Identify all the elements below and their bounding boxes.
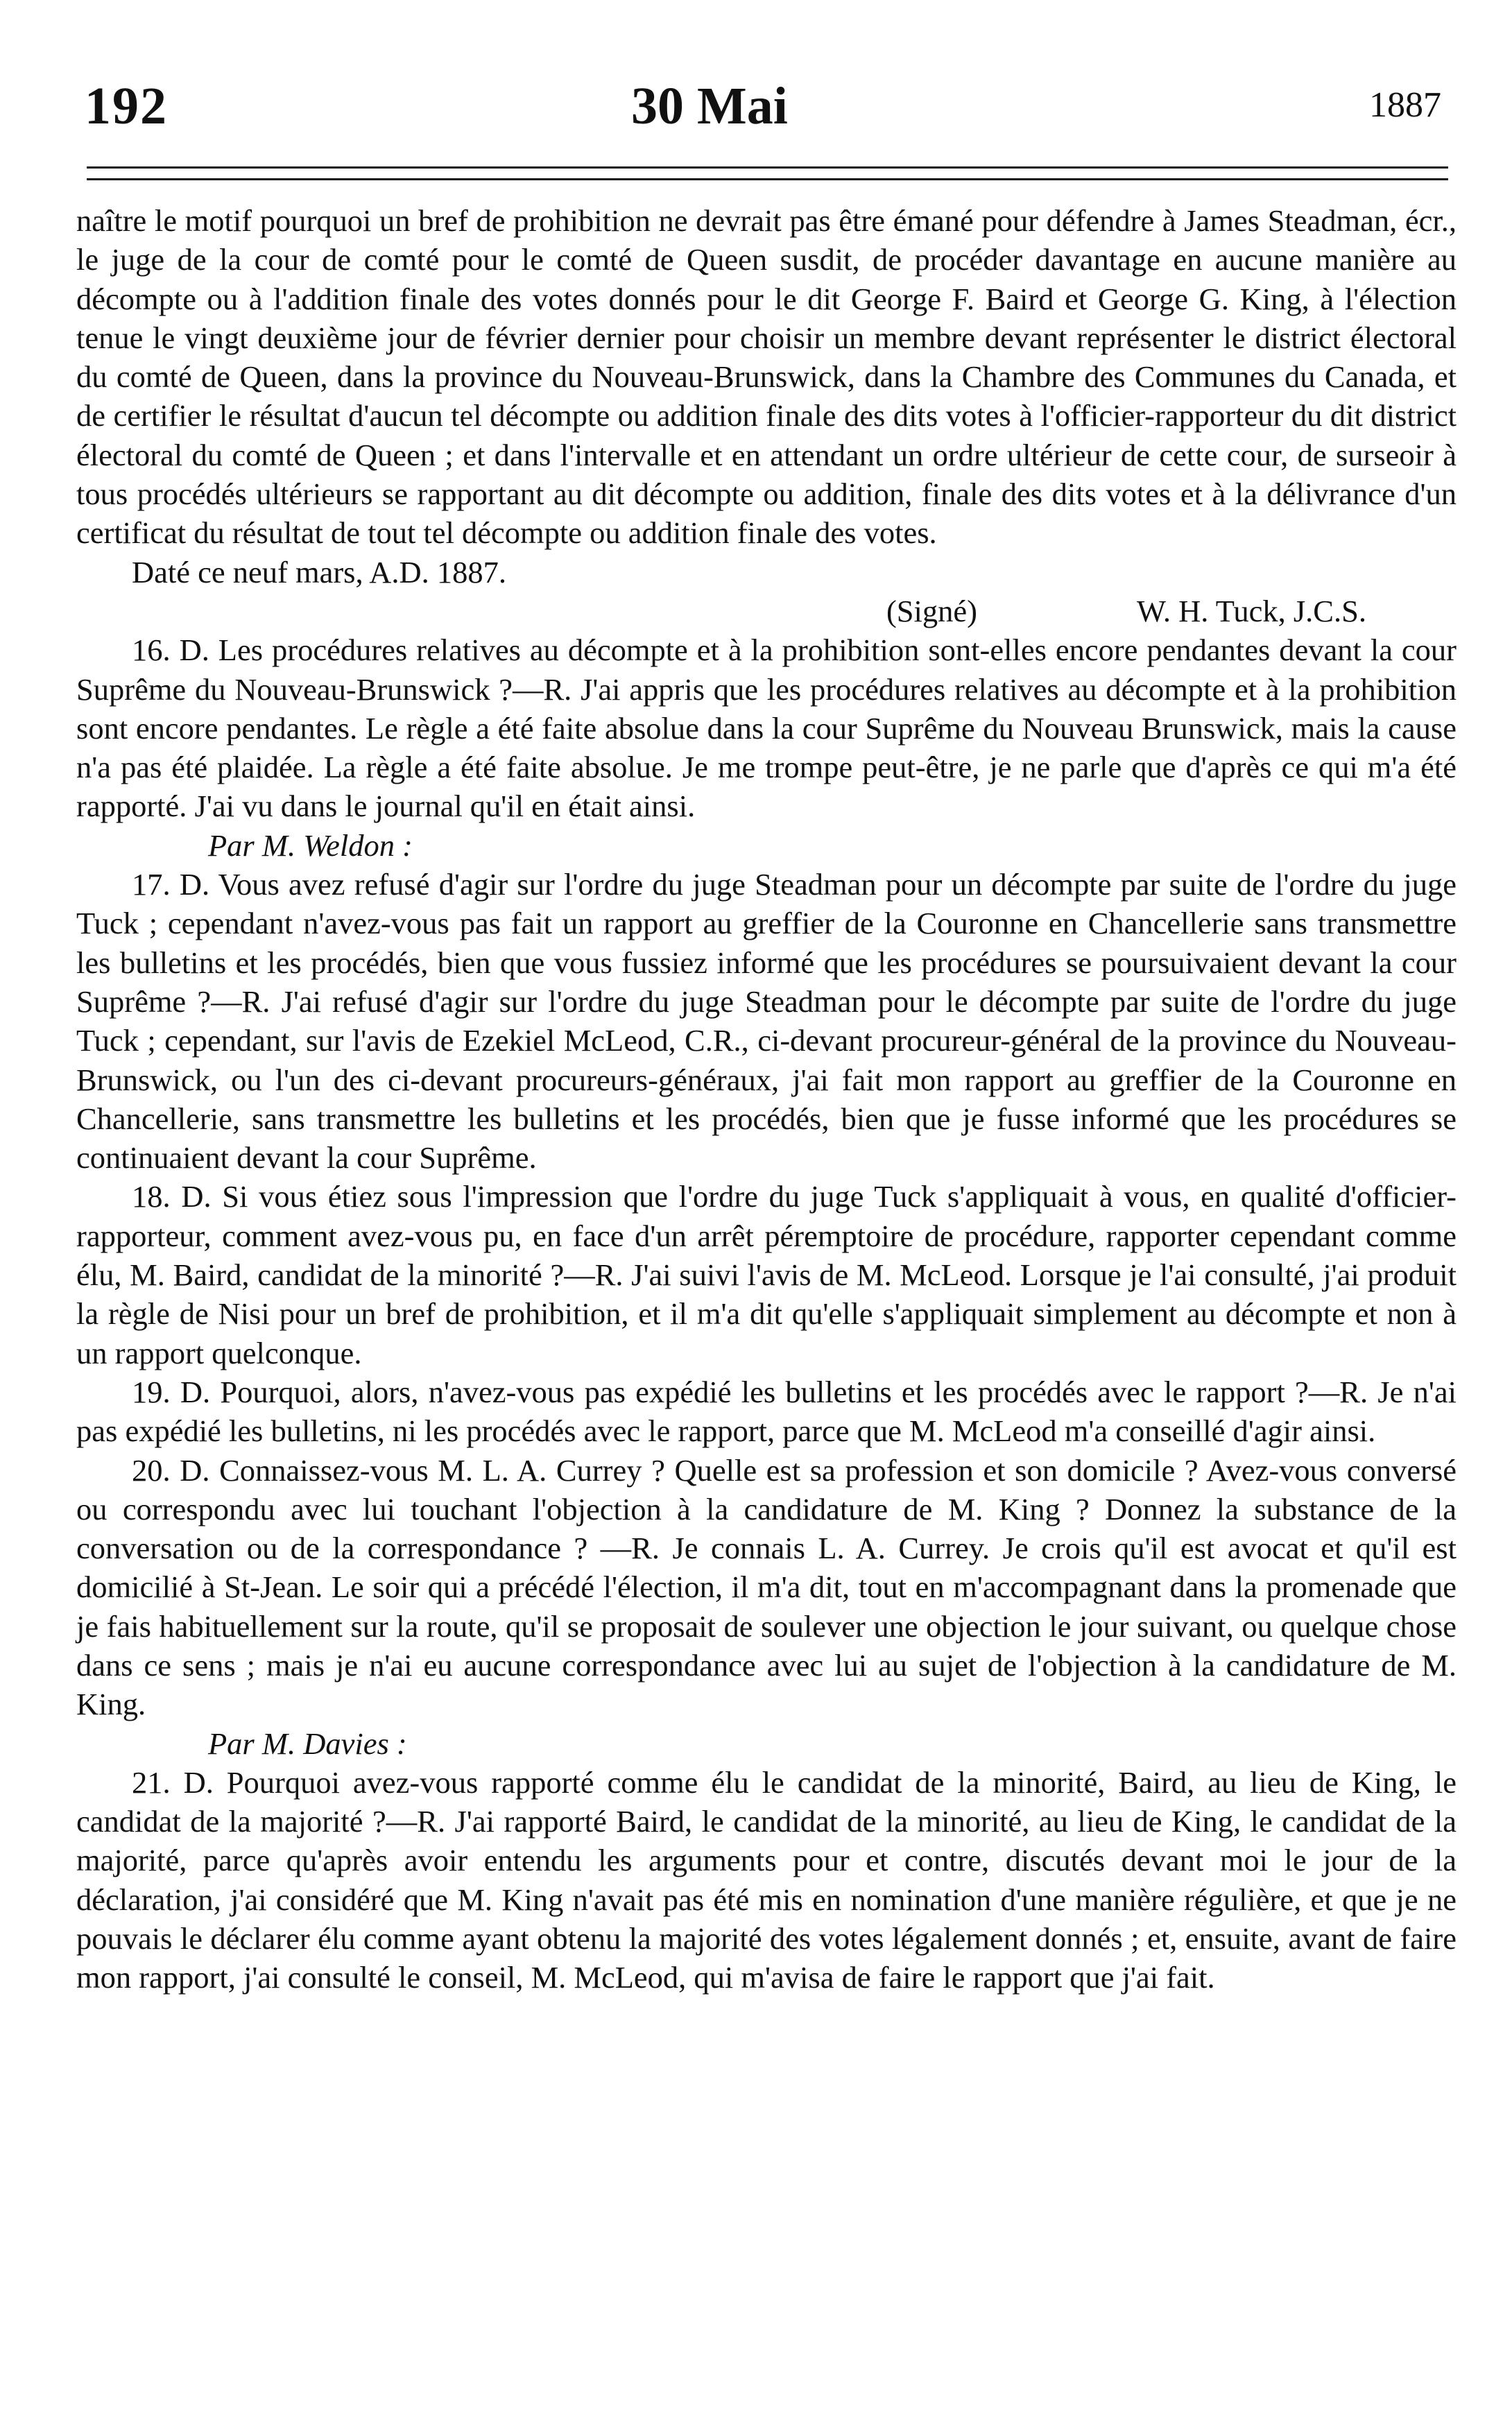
question-16: 16. D. Les procédures relatives au décompte et à la prohibition sont-elles encore pendantes devant la cour Suprême du Nouveau-Brunswick ?—R. J'ai appris que les procédures relatives au décompte et à la prohibition sont encore pendantes. Le règle a été faite absolue dans la cour Suprême du Nouveau Brunswick, mais la cause n'a pas été plaidée. La règle a été faite absolue. Je me trompe peut-être, je ne parle que d'après ce qui m'a été rapporté. J'ai vu dans le journal qu'il en était ainsi. xyxy=(76,633,1457,824)
question-19: 19. D. Pourquoi, alors, n'avez-vous pas expédié les bulletins et les procédés avec le rapport ?—R. Je n'ai pas expédié les bulletins, ni les procédés avec le rapport, parce que M. McLeod m'a conseillé d'agir ainsi. xyxy=(76,1374,1457,1449)
document-body xyxy=(76,201,1457,1997)
question-21: 21. D. Pourquoi avez-vous rapporté comme élu le candidat de la minorité, Baird, au lieu de King, le candidat de la majorité ?—R. J'ai rapporté Baird, le candidat de la minorité, au lieu de King, le candidat de la majorité, parce qu'après avoir entendu les arguments pour et contre, discutés devant moi le jour de la déclaration, j'ai considéré que M. King n'avait pas été mis en nomination d'une manière régulière, et que je ne pouvais le déclarer élu comme ayant obtenu la majorité des votes légalement donnés ; et, ensuite, avant de faire mon rapport, j'ai consulté le conseil, M. McLeod, qui m'avisa de faire le rapport que j'ai fait. xyxy=(76,1764,1457,1995)
signature-label: (Signé) xyxy=(886,593,977,628)
page-number: 192 xyxy=(85,77,168,135)
paragraph-order-text: naître le motif pourquoi un bref de prohibition ne devrait pas être émané pour défendre à James Steadman, écr., le juge de la cour de comté pour le comté de Queen susdit, de procéder davantage en aucune manière au décompte ou à l'addition finale des votes donnés pour le dit George F. Baird et George G. King, à l'élection tenue le vingt deuxième jour de février dernier pour choisir un membre devant représenter le district électoral du comté de Queen, dans la province du Nouveau-Brunswick, dans la Chambre des Communes du Canada, et de certifier le résultat d'aucun tel décompte ou addition finale des dits votes à l'officier-rapporteur du dit district électoral du comté de Queen ; et dans l'intervalle et en attendant un ordre ultérieur de cette cour, de surseoir à tous procédés ultérieurs se rapportant au dit décompte ou addition, finale des dits votes et à la délivrance d'un certificat du résultat de tout tel décompte ou addition finale des votes. xyxy=(76,203,1457,551)
document-page xyxy=(76,42,1457,2400)
speaker-weldon: Par M. Weldon : xyxy=(208,827,413,863)
header-year: 1887 xyxy=(1369,85,1441,125)
signature-line xyxy=(76,592,1457,630)
question-18: 18. D. Si vous étiez sous l'impression que l'ordre du juge Tuck s'appliquait à vous, en qualité d'officier-rapporteur, comment avez-vous pu, en face d'un arrêt péremptoire de procédure, rapporter cependant comme élu, M. Baird, candidat de la minorité ?—R. J'ai suivi l'avis de M. McLeod. Lorsque je l'ai consulté, j'ai produit la règle de Nisi pour un bref de prohibition, et il m'a dit qu'elle s'appliquait simplement au décompte et non à un rapport quelconque. xyxy=(76,1179,1457,1370)
header-date: 30 Mai xyxy=(631,77,788,135)
speaker-davies: Par M. Davies : xyxy=(208,1726,407,1761)
paragraph-dated: Daté ce neuf mars, A.D. 1887. xyxy=(132,554,507,590)
header-rule xyxy=(87,166,1448,180)
signature-name: W. H. Tuck, J.C.S. xyxy=(1137,593,1366,628)
question-17: 17. D. Vous avez refusé d'agir sur l'ordre du juge Steadman pour un décompte par suite de l'ordre du juge Tuck ; cependant n'avez-vous pas fait un rapport au greffier de la Couronne en Chancellerie sans transmettre les bulletins et les procédés, bien que vous fussiez informé que les procédures se poursuivaient devant la cour Suprême ?—R. J'ai refusé d'agir sur l'ordre du juge Steadman pour le décompte par suite de l'ordre du juge Tuck ; cependant, sur l'avis de Ezekiel McLeod, C.R., ci-devant procureur-général de la province du Nouveau-Brunswick, ou l'un des ci-devant procureurs-généraux, j'ai fait mon rapport au greffier de la Couronne en Chancellerie, sans transmettre les bulletins et les procédés, bien que je fusse informé que les procédures se continuaient devant la cour Suprême. xyxy=(76,867,1457,1176)
page-header xyxy=(76,42,1457,146)
question-20: 20. D. Connaissez-vous M. L. A. Currey ? Quelle est sa profession et son domicile ? Avez-vous conversé ou correspondu avec lui touchant l'objection à la candidature de M. King ? Donnez la substance de la conversation ou de la correspondance ? —R. Je connais L. A. Currey. Je crois qu'il est avocat et qu'il est domicilié à St-Jean. Le soir qui a précédé l'élection, il m'a dit, tout en m'accompagnant dans la promenade que je fais habituellement sur la route, qu'il se proposait de soulever une objection le jour suivant, ou quelque chose dans ce sens ; mais je n'ai eu aucune correspondance avec lui au sujet de l'objection à la candidature de M. King. xyxy=(76,1452,1457,1722)
